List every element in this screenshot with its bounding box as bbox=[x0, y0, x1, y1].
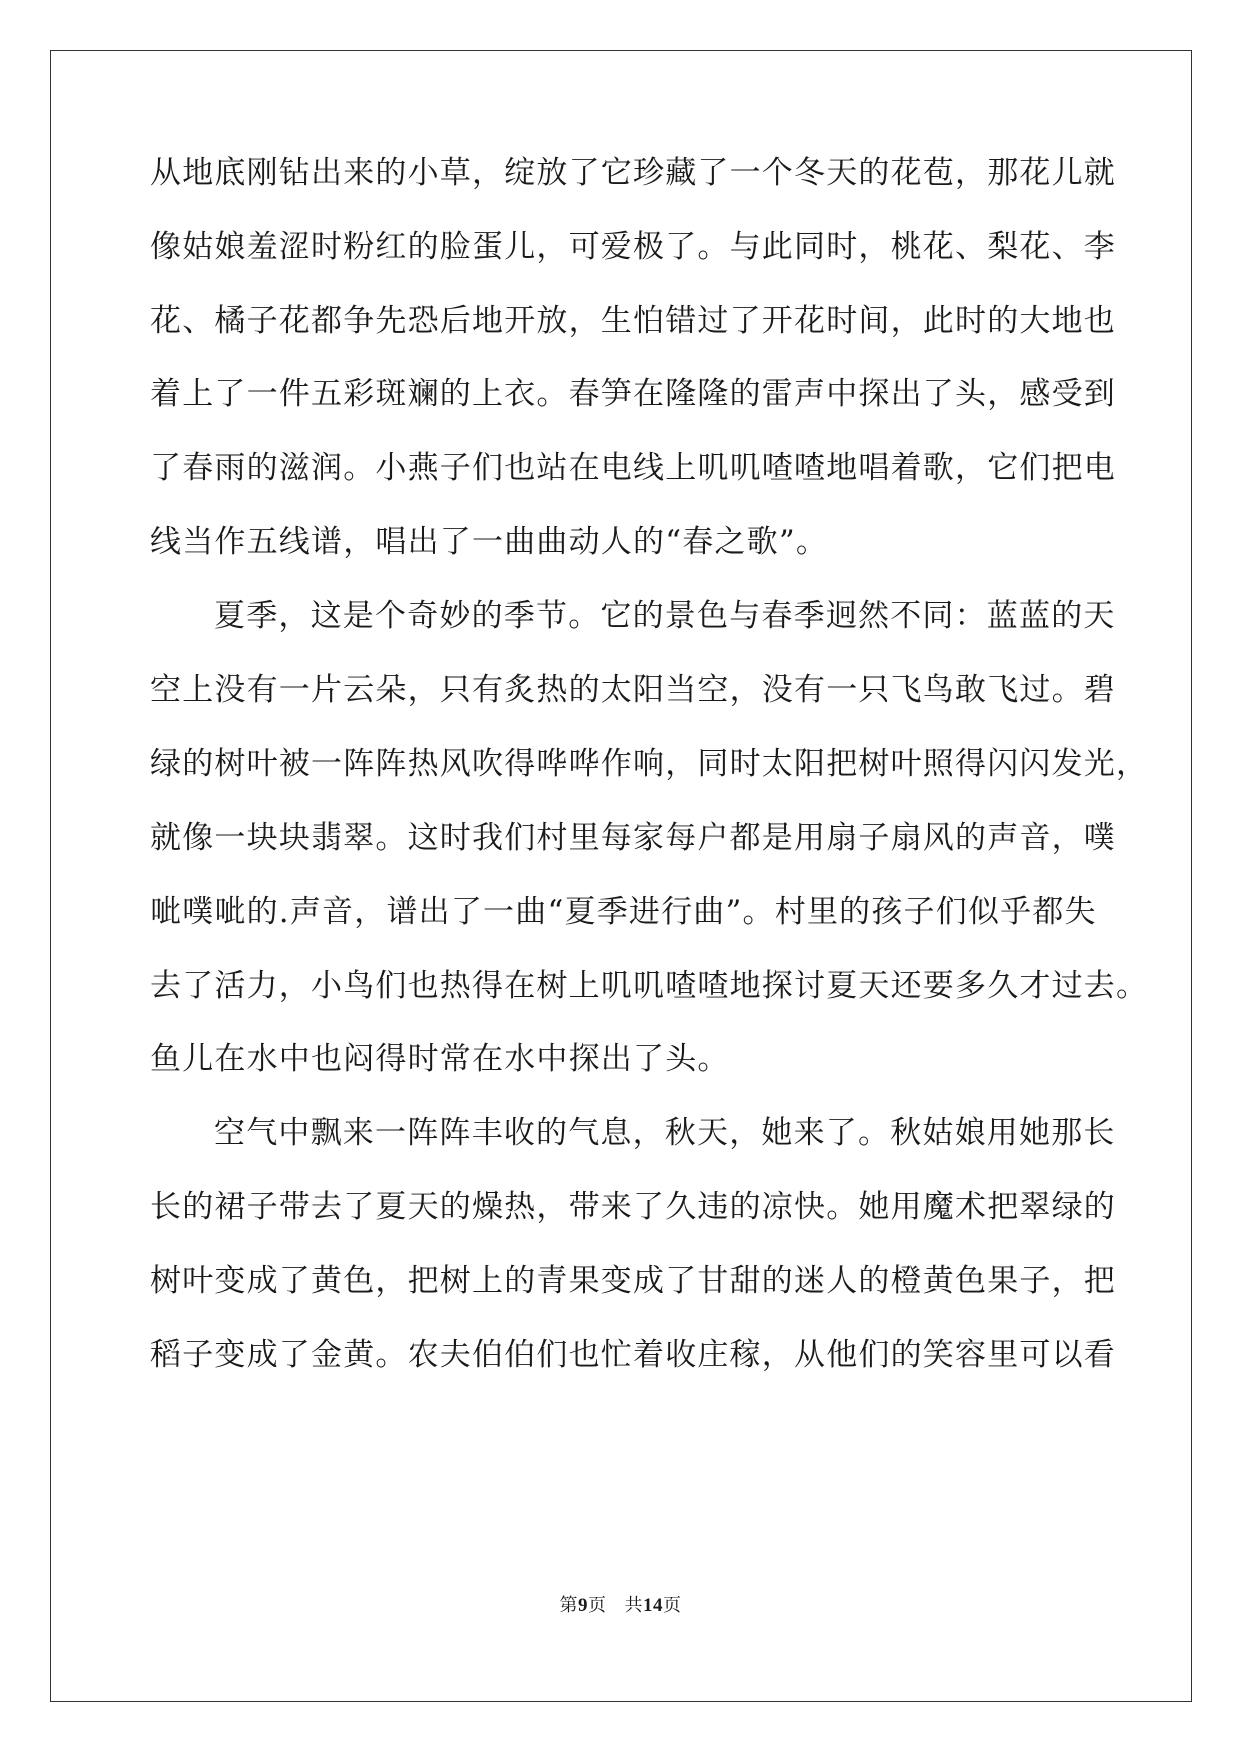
paragraph-3-line-1: 空气中飘来一阵阵丰收的气息，秋天，她来了。秋姑娘用她那长 bbox=[214, 1115, 1116, 1151]
page-footer bbox=[0, 1594, 1241, 1618]
paragraph-1-line-4: 着上了一件五彩斑斓的上衣。春笋在隆隆的雷声中探出了头，感受到 bbox=[150, 376, 1116, 412]
paragraph-1-line-3: 花、橘子花都争先恐后地开放，生怕错过了开花时间，此时的大地也 bbox=[150, 303, 1116, 339]
paragraph-2-line-6: 去了活力，小鸟们也热得在树上叽叽喳喳地探讨夏天还要多久才过去。 bbox=[150, 968, 1149, 1004]
paragraph-1-line-1: 从地底刚钻出来的小草，绽放了它珍藏了一个冬天的花苞，那花儿就 bbox=[150, 155, 1116, 191]
page-frame bbox=[50, 50, 1192, 1702]
paragraph-2-line-5: 呲噗呲的.声音，谱出了一曲“夏季进行曲”。村里的孩子们似乎都失 bbox=[150, 894, 1097, 930]
paragraph-1-line-5: 了春雨的滋润。小燕子们也站在电线上叽叽喳喳地唱着歌，它们把电 bbox=[150, 450, 1116, 486]
total-pages: 14 bbox=[643, 1595, 663, 1616]
paragraph-2-line-2: 空上没有一片云朵，只有炙热的太阳当空，没有一只飞鸟敢飞过。碧 bbox=[150, 672, 1116, 708]
paragraph-3-line-4: 稻子变成了金黄。农夫伯伯们也忙着收庄稼，从他们的笑容里可以看 bbox=[150, 1337, 1116, 1373]
total-prefix: 共 bbox=[624, 1595, 643, 1616]
paragraph-1-line-6: 线当作五线谱，唱出了一曲曲动人的“春之歌”。 bbox=[150, 524, 829, 560]
paragraph-3-line-3: 树叶变成了黄色，把树上的青果变成了甘甜的迷人的橙黄色果子，把 bbox=[150, 1263, 1116, 1299]
page-suffix: 页 bbox=[588, 1595, 607, 1616]
paragraph-2-line-7: 鱼儿在水中也闷得时常在水中探出了头。 bbox=[150, 1041, 730, 1077]
total-suffix: 页 bbox=[663, 1595, 682, 1616]
paragraph-2-line-4: 就像一块块翡翠。这时我们村里每家每户都是用扇子扇风的声音，噗 bbox=[150, 820, 1116, 856]
paragraph-1-line-2: 像姑娘羞涩时粉红的脸蛋儿，可爱极了。与此同时，桃花、梨花、李 bbox=[150, 229, 1116, 265]
page-number: 9 bbox=[578, 1595, 588, 1616]
paragraph-3-line-2: 长的裙子带去了夏天的燥热，带来了久违的凉快。她用魔术把翠绿的 bbox=[150, 1189, 1116, 1225]
page-prefix: 第 bbox=[559, 1595, 578, 1616]
paragraph-2-line-3: 绿的树叶被一阵阵热风吹得哗哗作响，同时太阳把树叶照得闪闪发光， bbox=[150, 746, 1149, 782]
paragraph-2-line-1: 夏季，这是个奇妙的季节。它的景色与春季迥然不同：蓝蓝的天 bbox=[214, 598, 1116, 634]
